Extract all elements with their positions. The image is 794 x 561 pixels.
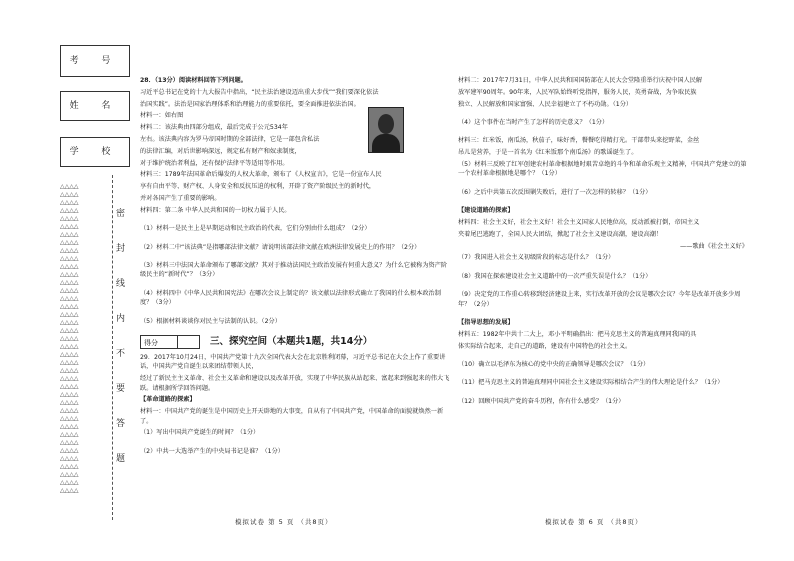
sub-9: （9）决定党的工作重心转移到经济建设上来，实行改革开放的会议是哪次会议？今年是改革开放多少周年？（2分） bbox=[458, 291, 741, 308]
q28-material-2: 材料二：该法典由四部分组成，最后完成于公元534年 bbox=[140, 124, 288, 132]
sub-4: （4）这个事件在当时产生了怎样的历史意义？（1分） bbox=[458, 119, 609, 126]
q28-sub-3: （3）材料三中法国大革命颁布了哪部文献？其对于推动法国民主政治发展有何重大意义？为什么它被称为资产阶级民主的“新时代”？（3分） bbox=[140, 261, 448, 279]
school-label: 学 校 bbox=[69, 147, 121, 157]
sub-10: （10）确立以毛泽东为核心的党中央的正确领导是哪次会议？（1分） bbox=[458, 361, 650, 369]
material-2: 放军建军90周年。90年来，人民军队始终听党指挥，服务人民，英勇奋战，为争取民族 bbox=[458, 88, 697, 96]
name-box bbox=[60, 91, 130, 121]
q28-sub-5: （5）根据材料谈谈你对民主与法制的认识。（2分） bbox=[140, 317, 281, 325]
score-entry-box[interactable] bbox=[178, 335, 200, 349]
q29-heading-revolution: 【革命道路的探索】 bbox=[140, 396, 196, 404]
material-3: 吊儿是营养，于是一首名为《红米饭那个南瓜汤》的歌谣诞生了。 bbox=[458, 149, 638, 157]
seal-char: 密 bbox=[116, 209, 126, 219]
q29-text: 29．2017年10月24日，中国共产党第十九次全国代表大会在北京胜利闭幕，习近平总书记在大会上作了重要讲话，中国共产党自诞生以来团结带领人民， bbox=[140, 354, 446, 371]
seal-char: 不 bbox=[116, 349, 126, 359]
seal-char: 内 bbox=[116, 314, 126, 324]
q28-sub-1: （1）材料一是民主上是早期运动和民主政治的代表，它们分别由什么组成？（2分） bbox=[140, 225, 371, 233]
q28-material-3: 并对各国产生了重要的影响。 bbox=[140, 194, 221, 202]
q28-sub-2: （2）材料二中“该法典”是指哪部法律文献？请说明该部法律文献在欧洲法律发展史上的作用？（2分） bbox=[140, 243, 421, 251]
page-5-column bbox=[140, 76, 450, 465]
footer-page-5: 模拟试卷 第 5 页 （共8页） bbox=[235, 518, 333, 526]
material-2: 独立、人民解放和国家富强、人民幸福建立了不朽功勋。（1分） bbox=[458, 100, 633, 108]
school-box bbox=[60, 137, 130, 167]
seal-char: 封 bbox=[116, 244, 126, 254]
section-3-title: 三、探究空间（本题共1题，共14分） bbox=[210, 336, 373, 348]
sub-11: （11）把马克思主义的普遍真理同中国社会主义建设实际相结合产生的伟大理论是什么？（1分） bbox=[458, 379, 724, 387]
material-3: 材料三：红米饭，南瓜汤，秋茄子，味好香，餐餐吃得精打光。干部带头来挖野菜，金丝 bbox=[458, 137, 700, 145]
seal-char: 要 bbox=[116, 384, 126, 394]
q28-material-2: 的法律汇编，对后世影响深远，规定私有财产和奴隶制度， bbox=[140, 147, 301, 155]
seal-char: 线 bbox=[116, 279, 126, 289]
material-4: 夹着尾巴逃跑了，全国人民大团结，掀起了社会主义建设高潮，建设高潮！ bbox=[458, 230, 663, 238]
seal-char: 答 bbox=[116, 419, 126, 429]
material-4-source: ——歌曲《社会主义好》 bbox=[679, 242, 748, 250]
q28-intro: 28．（13分）阅读材料回答下列问题。 bbox=[140, 77, 247, 84]
q28-text: 习近平总书记在党的十九大报告中指出，“民主法治建设迈出重大步伐”“我们要深化依法 bbox=[140, 88, 379, 96]
q29-sub-1: （1）写出中国共产党诞生的时间？（1分） bbox=[140, 429, 260, 437]
seal-char: 题 bbox=[116, 454, 126, 464]
sub-7: （7）我国进入社会主义初级阶段的标志是什么？（1分） bbox=[458, 254, 615, 262]
heading-construction: 【建设道路的探索】 bbox=[458, 207, 514, 215]
name-label: 姓 名 bbox=[69, 101, 121, 111]
q28-material-4: 材料四：第二条 中华人民共和国的一切权力属于人民。 bbox=[140, 206, 291, 214]
triangle-fill-column: △△△△ △△△△ △△△△ △△△△ △△△△ △△△△ △△△△ △△△△ △△△△ △△△△ △△△△ △△△△ △△△△ △△△△ △△△△ △△△△ △△△△ △△△△ △△△△ △△△△ △△△△ △△△△ △△△△ △△△△ △△△△ △△△△ △△△△ △△△△ △△△△ △△△△ △△△△ △△△△ △△△△ △△△△ △△△△ △△△△ △△△△ △△△△ △△△△ bbox=[60, 183, 79, 494]
sub-5: （5）材料三反映了红军创建农村革命根据地时艰苦卓绝的斗争和革命乐观主义精神，中国共产党建立的第一个农村革命根据地是哪个？（1分） bbox=[458, 161, 747, 178]
section-3-header bbox=[140, 335, 450, 349]
q28-material-3: 材料三：1789年法国革命后爆发的人权大革命，颁布了《人权宣言》，它是一份宣布人民 bbox=[140, 171, 382, 179]
q28-text: 治国实践”。法治是国家治理体系和治理能力的重要依托，要全面推进依法治国。 bbox=[140, 100, 360, 108]
sub-12: （12）回顾中国共产党的奋斗历程，你有什么感受？（1分） bbox=[458, 397, 625, 405]
material-2: 材料二：2017年7月31日，中华人民共和国国防部在人民大会堂隆重举行庆祝中国人民解 bbox=[458, 77, 703, 84]
q28-sub-4: （4）材料四中《中华人民共和国宪法》在哪次会议上制定的？该文献以法律形式确立了我国的什么根本政治制度？（3分） bbox=[140, 289, 441, 307]
q28-material-2: 对于维护统治者利益，还有保护法律平等适用等作用。 bbox=[140, 159, 289, 167]
q29-sub-2: （2）中共一大选举产生的中央局书记是谁？（1分） bbox=[140, 447, 284, 455]
seal-dashed-line bbox=[112, 175, 121, 520]
exam-number-box bbox=[60, 45, 130, 77]
material-5: 体实际结合起来，走自己的道路，建设有中国特色的社会主义。 bbox=[458, 342, 632, 350]
q29-text: 经过了新民主主义革命、社会主义革命和建设以及改革开放，实现了中华民族从站起来、富起来到强起来的伟大飞跃。请根据所学回答问题。 bbox=[140, 375, 450, 392]
sub-6: （6）之后中共第五次反围剿失败后，进行了一次怎样的转移？（1分） bbox=[458, 188, 652, 196]
q29-material-1: 材料一：中国共产党的诞生是中国历史上开天辟地的大事变，自从有了中国共产党，中国革命的面貌就焕然一新了。 bbox=[140, 408, 444, 425]
q28-material-1: 材料一：如右图 bbox=[140, 112, 184, 120]
q28-material-3: 享有自由平等、财产权、人身安全和反抗压迫的权利，开辟了资产阶级民主的新时代， bbox=[140, 183, 376, 191]
score-box: 得分 bbox=[140, 335, 178, 349]
material-5: 材料五：1982年中共十二大上，邓小平明确指出：把马克思主义的普遍真理同我国的具 bbox=[458, 330, 697, 338]
material-4: 材料四：社会主义好，社会主义好！社会主义国家人民地位高，反动派被打倒，帝国主义 bbox=[458, 219, 700, 227]
page-6-column bbox=[458, 76, 748, 415]
q28-material-2: 左右。该法典内容为罗马帝国时期的全部法律，它是一部包含私法 bbox=[140, 135, 320, 143]
exam-number-label: 考 号 bbox=[69, 56, 121, 66]
footer-page-6: 模拟试卷 第 6 页 （共8页） bbox=[545, 518, 643, 526]
sub-8: （8）我国在探索建设社会主义道路中的一次严重失误是什么？（1分） bbox=[458, 272, 652, 280]
heading-guiding-thought: 【指导思想的发展】 bbox=[458, 319, 514, 327]
